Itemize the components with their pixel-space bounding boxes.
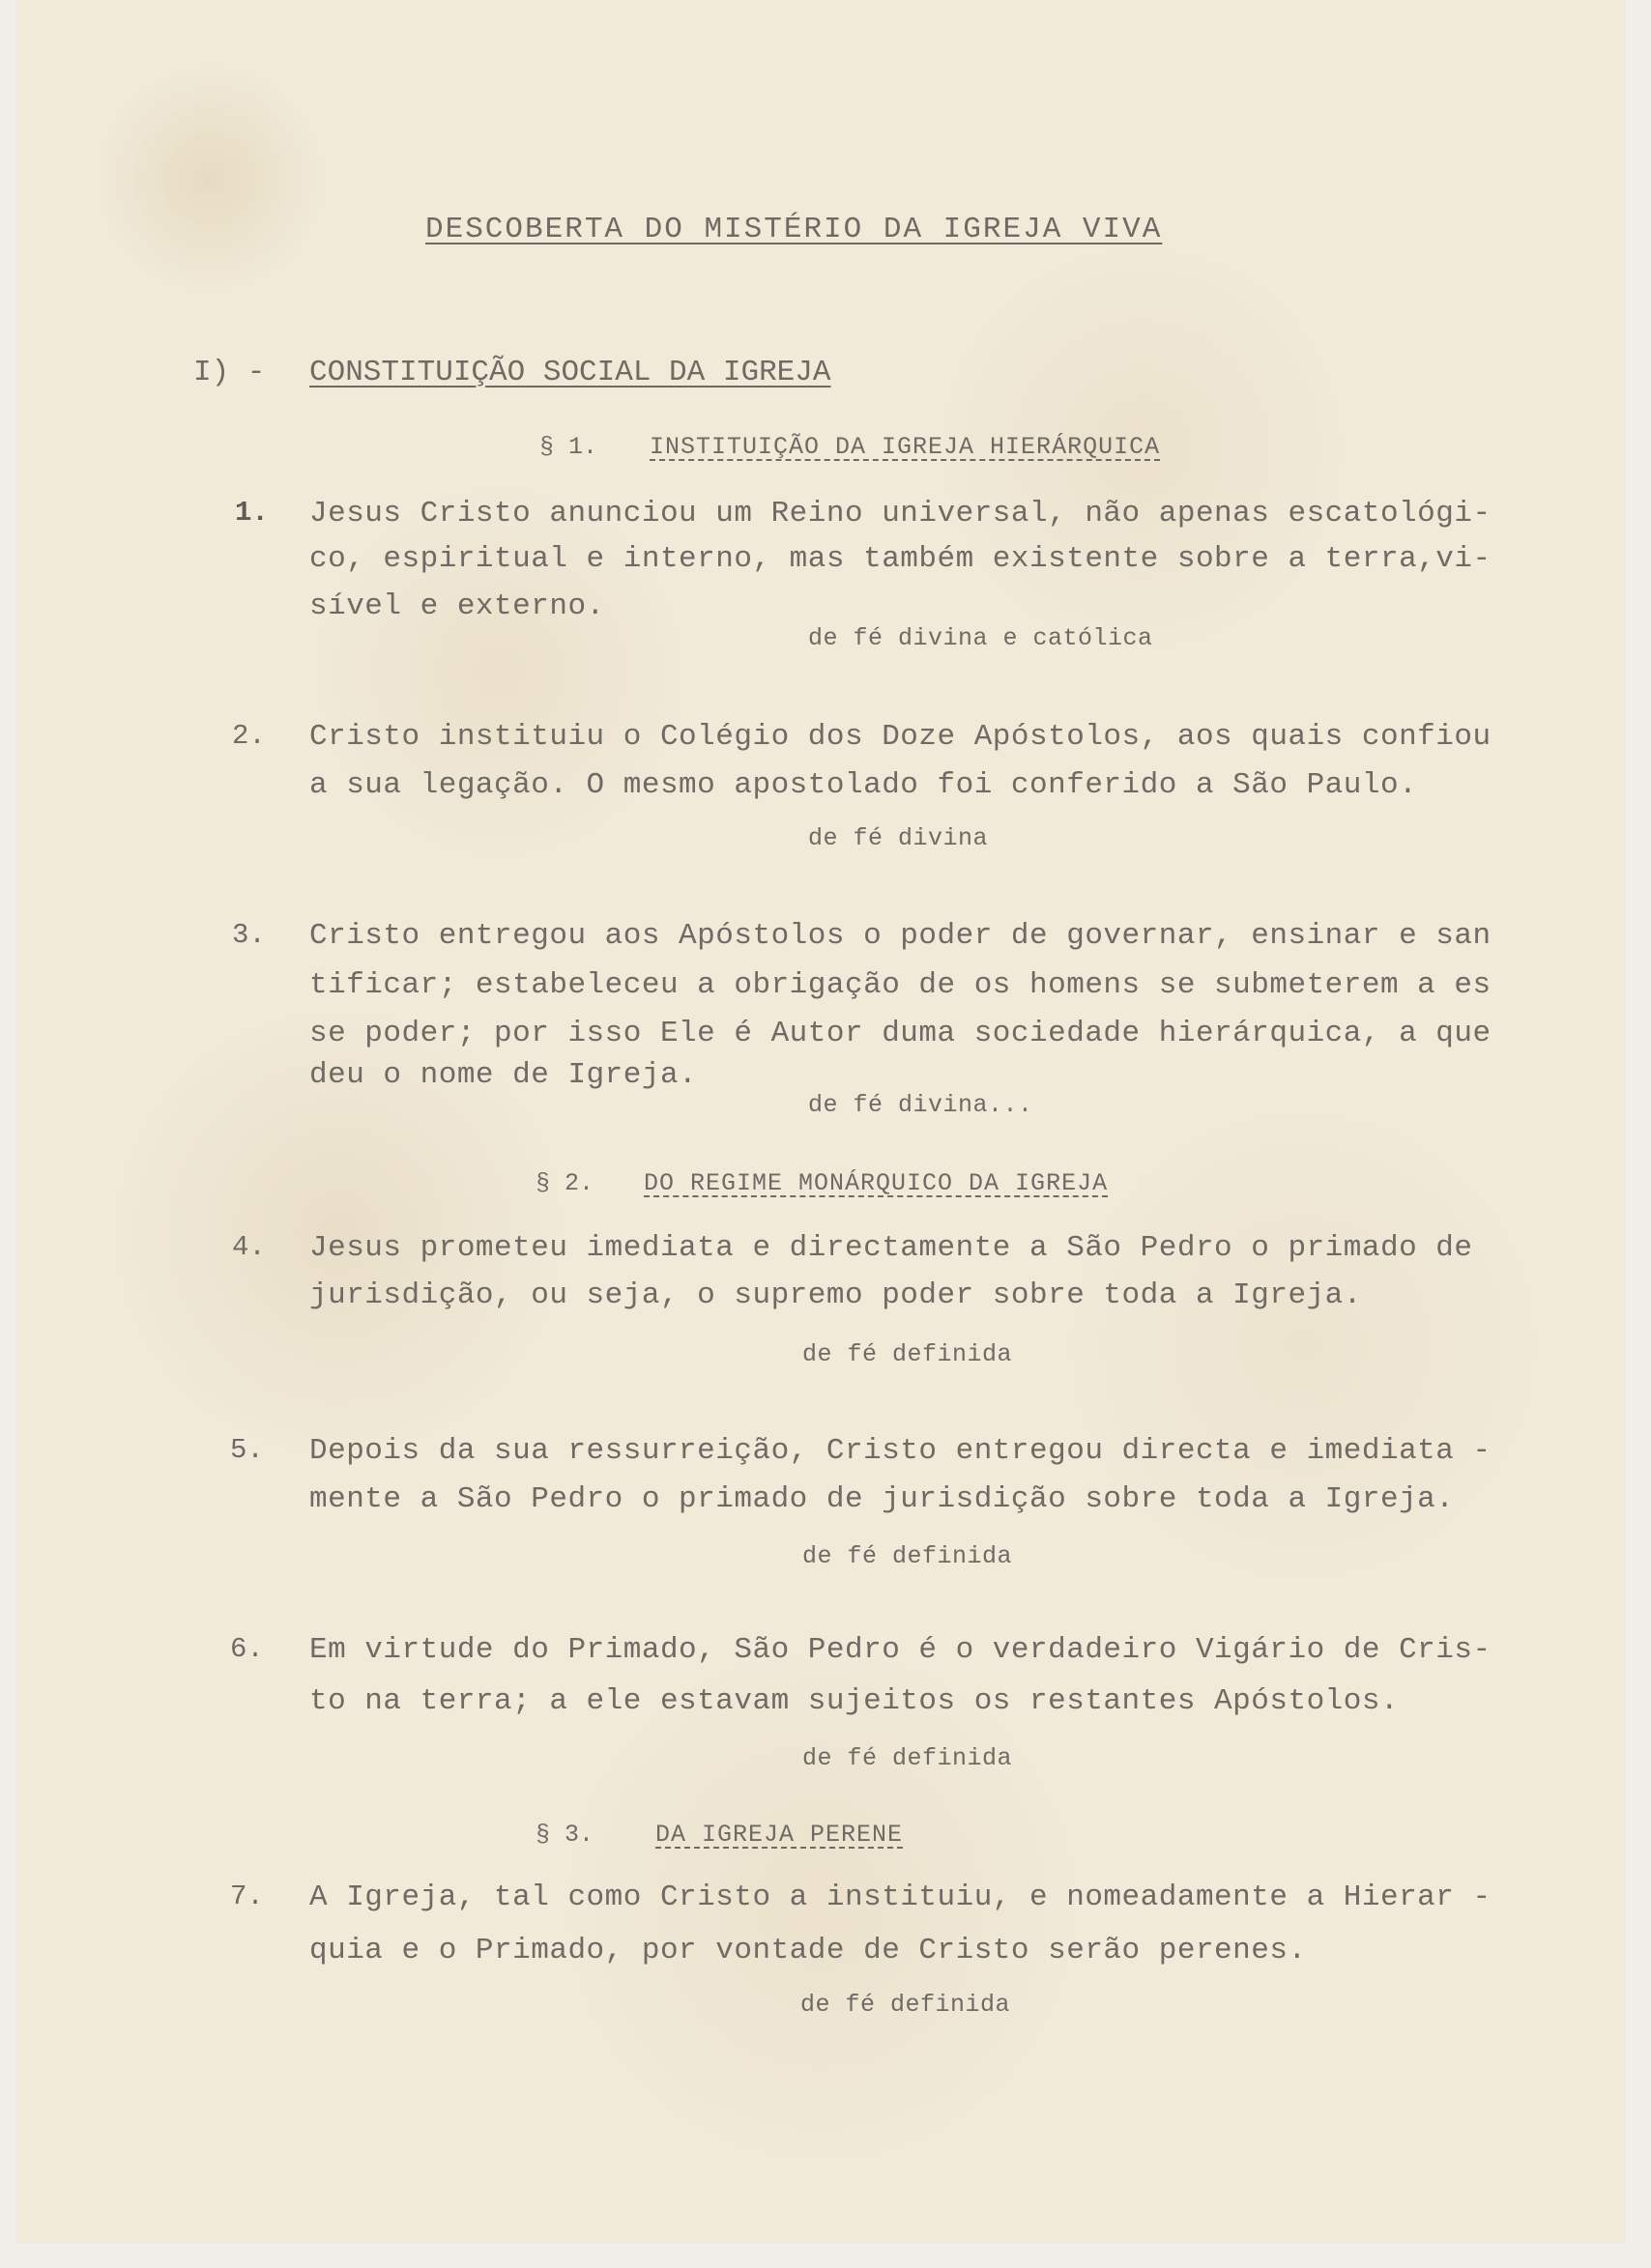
subsection-title: DA IGREJA PERENE — [655, 1821, 904, 1849]
item-note: de fé divina — [808, 824, 989, 852]
item-line: deu o nome de Igreja. — [309, 1058, 698, 1092]
document-page — [17, 0, 1624, 2242]
subsection-sign: § 2. — [536, 1169, 594, 1197]
item-line: se poder; por isso Ele é Autor duma sociedade hierárquica, a que — [309, 1017, 1492, 1050]
item-note: de fé definida — [802, 1744, 1013, 1772]
item-line: jurisdição, ou seja, o supremo poder sobre toda a Igreja. — [309, 1278, 1362, 1312]
item-line: sível e externo. — [309, 589, 605, 623]
subsection-title: INSTITUIÇÃO DA IGREJA HIERÁRQUICA — [650, 433, 1161, 461]
item-number: 4. — [232, 1231, 266, 1263]
item-number: 5. — [230, 1434, 264, 1466]
item-line: to na terra; a ele estavam sujeitos os restantes Apóstolos. — [309, 1684, 1400, 1718]
document-title: DESCOBERTA DO MISTÉRIO DA IGREJA VIVA — [425, 213, 1163, 246]
subsection-title: DO REGIME MONÁRQUICO DA IGREJA — [644, 1169, 1109, 1197]
item-line: Jesus prometeu imediata e directamente a São Pedro o primado de — [309, 1231, 1473, 1265]
item-note: de fé divina e católica — [808, 624, 1153, 652]
item-number: 1. — [235, 497, 269, 529]
item-line: Depois da sua ressurreição, Cristo entregou directa e imediata - — [309, 1434, 1492, 1468]
item-number: 7. — [230, 1880, 264, 1912]
item-line: tificar; estabeleceu a obrigação de os homens se submeterem a es — [309, 968, 1492, 1002]
item-note: de fé definida — [800, 1991, 1011, 2019]
subsection-sign: § 3. — [536, 1821, 594, 1849]
item-line: quia e o Primado, por vontade de Cristo serão perenes. — [309, 1934, 1307, 1967]
item-line: A Igreja, tal como Cristo a instituiu, e nomeadamente a Hierar - — [309, 1880, 1492, 1914]
subsection-sign: § 1. — [539, 433, 598, 461]
item-line: a sua legação. O mesmo apostolado foi conferido a São Paulo. — [309, 768, 1418, 802]
item-line: Cristo entregou aos Apóstolos o poder de governar, ensinar e san — [309, 919, 1492, 953]
item-note: de fé definida — [802, 1340, 1013, 1368]
item-note: de fé divina... — [808, 1091, 1033, 1119]
item-line: Jesus Cristo anunciou um Reino universal, não apenas escatológi- — [309, 497, 1492, 531]
item-line: Cristo instituiu o Colégio dos Doze Apóstolos, aos quais confiou — [309, 720, 1492, 754]
section-number: I) - — [193, 356, 266, 389]
section-title: CONSTITUIÇÃO SOCIAL DA IGREJA — [309, 356, 831, 389]
item-note: de fé definida — [802, 1542, 1013, 1570]
item-line: Em virtude do Primado, São Pedro é o verdadeiro Vigário de Cris- — [309, 1633, 1492, 1667]
item-number: 2. — [232, 720, 266, 752]
item-line: co, espiritual e interno, mas também existente sobre a terra,vi- — [309, 542, 1492, 576]
item-number: 6. — [230, 1633, 264, 1665]
item-line: mente a São Pedro o primado de jurisdição sobre toda a Igreja. — [309, 1482, 1455, 1516]
item-number: 3. — [232, 919, 266, 951]
